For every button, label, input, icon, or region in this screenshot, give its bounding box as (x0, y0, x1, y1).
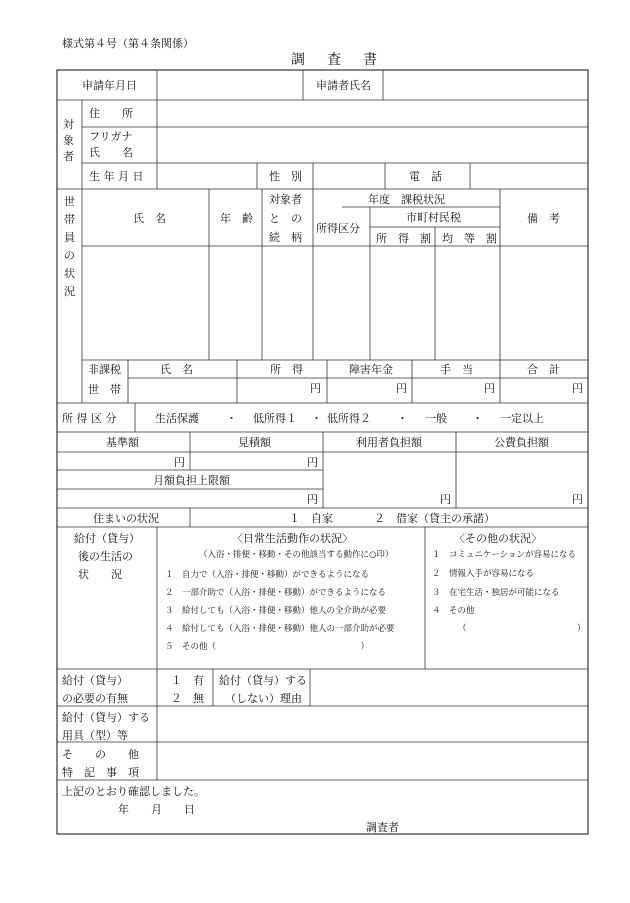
apply-date-label: 申請年月日 (82, 79, 137, 92)
apply-date-field[interactable] (158, 71, 302, 99)
other-item-2[interactable]: ２ 情報入手が容易になる (432, 569, 535, 579)
nontax-name-header: 氏 名 (160, 363, 193, 376)
daily-item-1[interactable]: １ 自力で（入浴・排便・移動）ができるようになる (165, 570, 370, 580)
relation-header-2: と の (269, 212, 302, 225)
form-number: 様式第４号（第４条関係） (62, 37, 194, 50)
nontax-total-yen: 円 (572, 382, 583, 395)
housing-label: 住まいの状況 (93, 512, 159, 525)
housing-rental[interactable]: ２ 借家（貸主の承諾） (374, 512, 495, 525)
income-option-high[interactable]: 一定以上 (500, 412, 544, 425)
nontax-label-2: 世 帯 (88, 383, 121, 396)
nontax-pension-yen: 円 (396, 382, 407, 395)
post-status-label-2: 後の生活の (78, 550, 133, 563)
household-label-1: 世 (64, 195, 75, 208)
nontax-pension-header: 障害年金 (349, 363, 393, 376)
daily-note: （入浴・排便・移動・その他該当する動作に○印） (199, 550, 394, 560)
nontax-label-1: 非課税 (88, 363, 121, 376)
income-option-general[interactable]: 一般 (425, 412, 447, 425)
separator-dot: ・ (311, 412, 322, 425)
base-amount-header: 基準額 (106, 436, 139, 449)
monthly-cap-label: 月額負担上限額 (153, 474, 230, 487)
daily-item-4[interactable]: ４ 給付しても（入浴・排便・移動）他人の一部介助が必要 (165, 624, 395, 634)
phone-label: 電 話 (409, 170, 442, 183)
nontax-income-yen: 円 (310, 382, 321, 395)
address-field[interactable] (158, 101, 587, 126)
page-title: 調 査 書 (291, 52, 381, 68)
relation-header-1: 対象者 (269, 193, 302, 206)
name-field[interactable] (158, 128, 587, 162)
confirm-date: 年 月 日 (118, 803, 195, 816)
address-label: 住 所 (89, 107, 133, 120)
separator-dot: ・ (472, 412, 483, 425)
name-label: 氏 名 (89, 146, 133, 159)
post-status-label-1: 給付（貸与） (74, 532, 140, 545)
necessity-label-1: 給付（貸与） (62, 674, 128, 687)
applicant-name-label: 申請者氏名 (316, 79, 371, 92)
household-label-4: の (64, 249, 75, 262)
post-status-label-3: 状 況 (78, 568, 122, 581)
birth-label: 生 年 月 日 (89, 170, 144, 183)
other-item-1[interactable]: １ コミュニケーションが容易になる (432, 550, 576, 560)
housing-own[interactable]: １ 自家 (289, 512, 333, 525)
income-class-header: 所得区分 (316, 222, 360, 235)
income-option-welfare[interactable]: 生活保護 (155, 412, 199, 425)
nontax-allowance-yen: 円 (484, 382, 495, 395)
applicant-name-field[interactable] (384, 71, 587, 99)
equal-levy-header: 均 等 割 (442, 232, 497, 245)
equipment-field[interactable] (158, 707, 587, 741)
household-label-2: 帯 (64, 213, 75, 226)
other-item-5: （ ） (458, 624, 586, 634)
investigator-label: 調査者 (366, 821, 399, 834)
tax-status-header: 年度 課税状況 (368, 193, 445, 206)
other-item-4[interactable]: ４ その他 (432, 606, 475, 616)
nontax-income-header: 所 得 (270, 363, 303, 376)
income-option-low2[interactable]: 低所得２ (327, 412, 371, 425)
daily-item-2[interactable]: ２ 一部介助で（入浴・排便・移動）ができるようになる (165, 588, 387, 598)
sex-field[interactable] (314, 164, 384, 188)
reason-label-2: （しない）理由 (225, 692, 302, 705)
income-levy-header: 所 得 割 (376, 232, 431, 245)
income-category-label: 所 得 区 分 (62, 412, 117, 425)
sex-label: 性 別 (269, 170, 302, 183)
income-option-low1[interactable]: 低所得１ (253, 412, 297, 425)
relation-header-3: 続 柄 (269, 231, 302, 244)
daily-item-3[interactable]: ３ 給付しても（入浴・排便・移動）他人の全介助が必要 (165, 606, 387, 616)
municipal-tax-header: 市町村民税 (406, 211, 461, 224)
nontax-allowance-header: 手 当 (440, 363, 473, 376)
monthly-cap-yen: 円 (307, 493, 318, 506)
necessity-label-2: の必要の有無 (62, 692, 128, 705)
public-share-yen: 円 (572, 493, 583, 506)
necessity-yes[interactable]: １ 有 (171, 674, 204, 687)
estimate-amount-yen: 円 (307, 456, 318, 469)
furigana-label: フリガナ (89, 130, 133, 143)
notes-field[interactable] (158, 743, 587, 779)
separator-dot: ・ (226, 412, 237, 425)
other-item-3[interactable]: ３ 在宅生活・独居が可能になる (432, 588, 560, 598)
household-label-6: 況 (64, 285, 75, 298)
household-members-area[interactable] (83, 247, 587, 359)
household-label-3: 員 (64, 231, 75, 244)
nontax-total-header: 合 計 (527, 363, 560, 376)
daily-title: 〈日常生活動作の状況〉 (232, 532, 353, 545)
phone-field[interactable] (471, 164, 587, 188)
household-label-5: 状 (64, 267, 75, 280)
daily-item-5[interactable]: ５ その他（ ） (165, 642, 370, 652)
remarks-header: 備 考 (527, 212, 560, 225)
birth-field[interactable] (158, 164, 256, 188)
public-share-header: 公費負担額 (494, 436, 549, 449)
household-age-header: 年 齢 (220, 212, 253, 225)
subject-label-2: 象 (63, 134, 74, 147)
household-name-header: 氏 名 (133, 212, 166, 225)
notes-label-1: そ の 他 (62, 748, 139, 761)
subject-label-1: 対 (63, 118, 74, 131)
equipment-label-2: 用具（型）等 (62, 729, 128, 742)
other-title: 〈その他の状況〉 (454, 532, 542, 545)
equipment-label-1: 給付（貸与）する (62, 711, 150, 724)
necessity-no[interactable]: ２ 無 (171, 692, 204, 705)
confirm-text: 上記のとおり確認しました。 (62, 785, 205, 798)
reason-field[interactable] (311, 670, 587, 705)
user-share-yen: 円 (440, 493, 451, 506)
base-amount-yen: 円 (174, 456, 185, 469)
notes-label-2: 特 記 事 項 (62, 766, 139, 779)
estimate-amount-header: 見積額 (238, 436, 271, 449)
subject-label-3: 者 (63, 150, 74, 163)
user-share-header: 利用者負担額 (356, 436, 422, 449)
reason-label-1: 給付（貸与）する (219, 674, 307, 687)
separator-dot: ・ (397, 412, 408, 425)
